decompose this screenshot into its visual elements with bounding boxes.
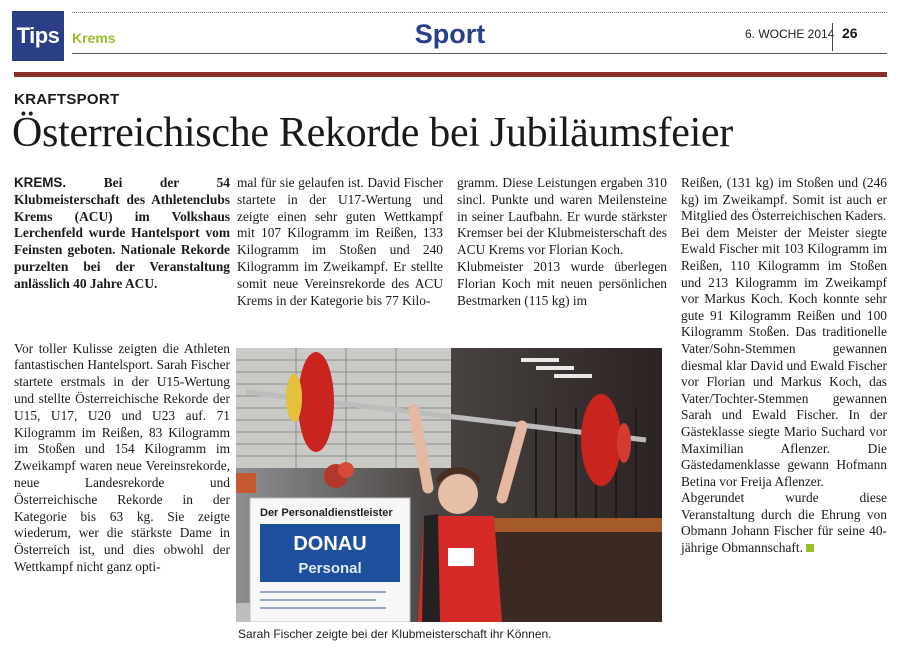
region-label: Krems (72, 30, 116, 46)
column-4-text-1: Reißen, (131 kg) im Stoßen und (246 kg) im Zweikampf. Somit ist auch er Mitglied des Österreichischen Kaders. (681, 175, 887, 224)
article-column-4 (681, 175, 887, 557)
column-3-text-1: gramm. Diese Leistungen ergaben 310 sincl. Punkte und waren Meilensteine in seiner Laufbahn. Er wurde stärkster Kremser bei der Klubmeisterschaft des ACU Krems vor Florian Koch. (457, 175, 667, 258)
right-plate (581, 394, 621, 486)
column-3-text-2: Klubmeister 2013 wurde überlegen Florian Koch mit neuen persönlichen Bestmarken (115 kg) im (457, 258, 667, 308)
column-4-text-3-body: Abgerundet wurde diese Veranstaltung durch die Ehrung von Obmann Johann Fischer für seine 40-jährige Obmannschaft. (681, 490, 887, 556)
banner-brand-bottom: Personal (298, 560, 362, 577)
article-lead (14, 175, 230, 293)
photo-caption: Sarah Fischer zeigte bei der Klubmeisterschaft ihr Können. (238, 627, 552, 641)
article-column-1 (14, 175, 230, 576)
column-1-text: Vor toller Kulisse zeigten die Athleten fantastischen Hantelsport. Sarah Fischer startete erstmals in der U15-Wertung und stellte Österreichische Rekorde der U15, U17, U20 und U23 auf. 71 Kilogramm im Reißen, 83 Kilogramm im Stoßen und 154 Kilogramm im Zweikampf waren neue Vereinsrekorde, neue Landesrekorde und Österreichische Rekorde in der Kategorie bis 63 kg. Sie zeigte wiederum, wer die stärkste Dame in Österreich ist, und dies obwohl der Wettkampf nicht ganz opti- (14, 340, 230, 574)
tips-logo: Tips (12, 11, 64, 61)
lead-text: Bei der 54 Klubmeisterschaft des Athletenclubs Krems (ACU) im Volkshaus Lerchenfeld wurde Hantelsport vom Feinsten geboten. Nationale Rekorde purzelten bei der Veranstaltung anlässlich 40 Jahre ACU. (14, 175, 230, 291)
section-divider-bar (14, 72, 887, 77)
page-number: 26 (832, 23, 887, 51)
lifter-head (438, 474, 478, 514)
article-column-3 (457, 175, 667, 309)
article-kicker: KRAFTSPORT (14, 91, 120, 108)
banner-title: Der Personaldienstleister (260, 507, 393, 519)
header-dotted-rule (72, 12, 887, 13)
article-headline: Österreichische Rekorde bei Jubiläumsfeier (12, 110, 733, 156)
weightlifter-illustration (236, 348, 662, 622)
end-mark-square-icon (806, 544, 814, 552)
column-4-text-2: Bei dem Meister der Meister siegte Ewald Fischer mit 103 Kilogramm im Reißen, 110 Kilogramm im Stoßen und 213 Kilogramm im Zweikampf vor Markus Koch. Koch konnte sehr gute 91 Kilogramm Reißen und 100 Kilogramm Stoßen. Das traditionelle Vater/Sohn-Stemmen gewannen diesmal klar David und Ewald Fischer vor Florian und Markus Koch, das Vater/Tochter-Stemmen gewannen Sarah und Ewald Fischer. In der Gästeklasse siegte Mario Suchard vor Maximilian Aflenzer. Die Gästedamenklasse gewann Hofmann Betina vor Freija Aflenzer. (681, 224, 887, 489)
issue-week: 6. WOCHE 2014 (745, 27, 835, 41)
lead-dateline: KREMS. (14, 175, 67, 190)
banner-brand-top: DONAU (293, 533, 367, 555)
header-rule (72, 53, 887, 54)
left-plate (298, 352, 334, 452)
article-column-2 (237, 175, 443, 309)
section-title-text: Sport (409, 19, 492, 49)
column-2-text: mal für sie gelaufen ist. David Fischer startete in der U17-Wertung und zeigte einen sehr guten Wettkampf mit 107 Kilogramm im Reißen, 133 Kilogramm im Stoßen und 240 Kilogramm im Zweikampf. Er stellte somit neue Vereinsrekorde des ACU Krems in der Kategorie bis 77 Kilo- (237, 175, 443, 308)
article-photo (236, 348, 662, 622)
column-4-text-3 (681, 490, 887, 556)
